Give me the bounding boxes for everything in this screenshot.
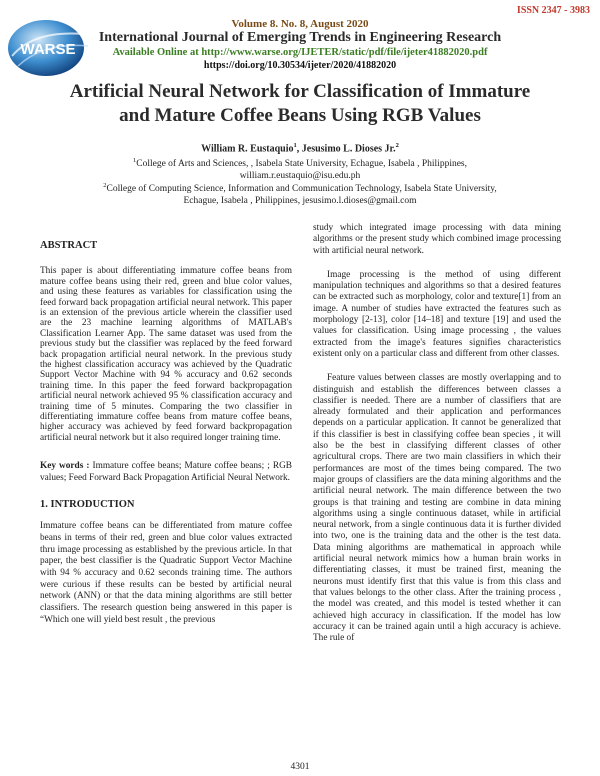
aff-2-line-2: Echague, Isabela , Philippines, jesusimo.l.dioses@gmail.com [183,196,417,207]
author-1: William R. Eustaquio [201,143,294,155]
title-line-2: and Mature Coffee Beans Using RGB Values [119,105,481,126]
author-2-sup: 2 [395,142,399,149]
aff-1-sup: 1 [133,157,137,164]
author-1-sup: 1 [293,142,297,149]
journal-name: International Journal of Emerging Trends in Engineering Research [98,30,502,45]
authors [0,142,600,154]
aff-1-line-1: College of Arts and Sciences, , Isabela State University, Echague, Isabela , Philippines, [136,159,467,170]
title-line-1: Artificial Neural Network for Classification of Immature [69,81,531,102]
page-number: 4301 [290,762,310,772]
right-paragraph-3: Feature values between classes are mostly overlapping and to distinguish and establish the differences between classes a classifier is needed. There are a number of classifiers that are already formulated and their application and performances depends on a particular application. It cannot be generalized that if this classifier is best in classifying coffee bean species , it will also be the best in classifying different classes of other agricultural crops. There are two main classifiers in which their performances are most of the times being compared. The two major groups of classifiers are the data mining algorithms and the artificial neural network. The main difference between the two groups is that training and testing are combine in data mining algorithms using a single continuous dataset, while in artificial neural network, from a single continuous data it is further divided into two, one is the training data and the other is the test data. Data mining algorithms are mathematical in approach while artificial neural network mimics how a human brain works in differentiating classes, it must be trained first, meaning the neurons must identify first that this value is from this class and that values belongs to the other class. After the training process , the model was created, and this model is tested whether it can achieved high accuracy in classification. If the model has low accuracy it can be trained again until a high accuracy is achieve. The rule of [313,373,561,644]
aff-2-line-1: College of Computing Science, Information and Communication Technology, Isabela State University, [106,184,497,195]
right-paragraph-2: Image processing is the method of using different manipulation techniques and algorithms so that a desired features can be extracted such as morphology, color and texture[1] from an image. A number of studies have extracted the features such as morphology [2-13], color [14–18] and texture [19] and used the values for classification. Using image processing , the values extracted from the image's features signifies characteristics existent only on a particular class and different from other classes. [313,269,561,359]
keywords-text: Immature coffee beans; Mature coffee beans; ; RGB values; Feed Forward Back Propagation Artificial Neural Network. [40,461,292,483]
doi-link[interactable]: https://doi.org/10.30534/ijeter/2020/41882020 [203,60,397,71]
volume-info: Volume 8. No. 8, August 2020 [231,18,369,30]
aff-2-sup: 2 [103,182,107,189]
abstract-heading: ABSTRACT [40,240,98,251]
author-separator: , [296,143,302,155]
aff-1-email: william.r.eustaquio@isu.edu.ph [239,171,361,182]
abstract-text: This paper is about differentiating immature coffee beans from mature coffee beans using their red, green and blue color values, and using these features as variables for classification using the feed forward back propagation artificial neural network. This paper is an extension of the previous article wherein the classifier used are the 23 machine learning algorithms of MATLAB's Classification Learner App. The same dataset was used from the previous study but the classifier was replaced by the feed forward back propagation artificial neural network. In the previous study the highest classification accuracy was achieved by the Quadratic Support Vector Machine with 94 % accuracy and 0.62 seconds training time. In this paper the feed forward backpropagation artificial neural network achieved 95 % classification accuracy and training time of 5 minutes. Comparing the two classifier in differentiating immature coffee beans from mature coffee beans, higher accuracy was achieved by feed forward backpropagation artificial neural network but it also required longer training time. [40,266,292,443]
logo-text: WARSE [20,41,76,58]
right-column [313,223,561,644]
affiliation-2 [0,180,600,207]
available-online-link[interactable]: Available Online at http://www.warse.org/IJETER/static/pdf/file/ijeter41882020.pdf [112,47,488,58]
keywords-label: Key words : [40,461,90,472]
keywords [40,461,292,484]
left-column [40,240,292,626]
affiliation-1 [0,155,600,182]
author-2: Jesusimo L. Dioses Jr. [301,143,396,155]
introduction-text: Immature coffee beans can be differentiated from mature coffee beans in terms of their red, green and blue color values extracted thru image processing as established by the previous article. In that paper, the best classifier is the Quadratic Support Vector Machine with 94 % accuracy and 0.62 seconds training time. The authors were curious if these results can be bested by artificial neural network (ANN) or that the data mining algorithms are still better classifiers. The research question being answered in this paper is “Which one will yield best result , the previous [40,521,292,625]
issn-label: ISSN 2347 - 3983 [516,5,590,16]
introduction-heading: 1. INTRODUCTION [40,498,135,510]
paper-title [0,80,600,128]
right-paragraph-1: study which integrated image processing with data mining algorithms or the present study which combined image processing with artificial neural network. [313,223,561,256]
